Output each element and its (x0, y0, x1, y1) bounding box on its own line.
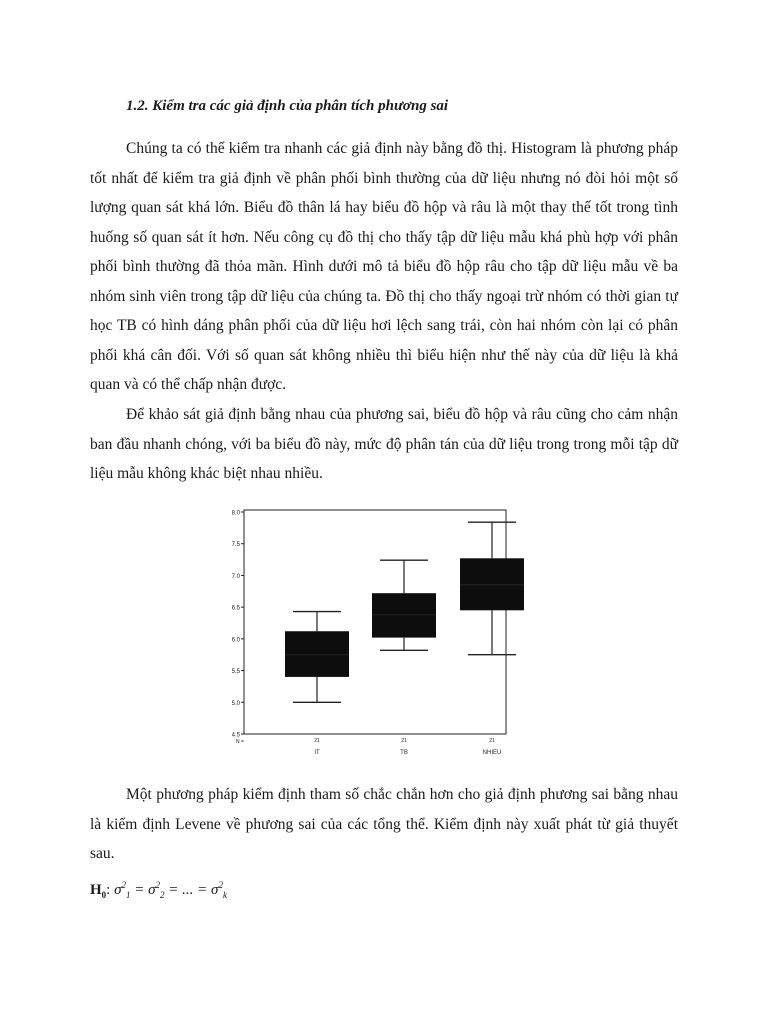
hypothesis-formula: $H_0$: $\sigma^2_1 = \sigma^2_2$ = ... = $\sigma^2_k$ (90, 880, 227, 900)
paragraph-levene: Một phương pháp kiểm định tham số chắc chắn hơn cho giả định phương sai bằng nhau là kiểm định Levene về phương sai của các tổng thể. Kiểm định này xuất phát từ giả thuyết sau. (90, 786, 678, 862)
group-label: IT (314, 750, 320, 756)
box-it (285, 631, 349, 677)
y-tick-label: 5.0 (232, 700, 240, 707)
box-nhieu (460, 558, 524, 610)
y-tick-label: 8.0 (232, 510, 240, 517)
box-tb (372, 593, 436, 637)
boxplot-figure (232, 502, 524, 764)
y-tick-label: 4.5 (232, 732, 240, 739)
group-n-label: 21 (489, 738, 495, 744)
group-label: NHIEU (482, 750, 502, 756)
paragraph-intro: Chúng ta có thể kiểm tra nhanh các giả định này bằng đồ thị. Histogram là phương pháp tốt nhất để kiểm tra giả định về phân phối bình thường của dữ liệu nhưng nó đòi hỏi một số lượng quan sát khá lớn. Biểu đồ thân lá hay biểu đồ hộp và râu là một thay thế tốt trong tình huống số quan sát ít hơn. Nếu công cụ đồ thị cho thấy tập dữ liệu mẫu khá phù hợp với phân phối bình thường đã thỏa mãn. Hình dưới mô tả biểu đồ hộp râu cho tập dữ liệu mẫu về ba nhóm sinh viên trong tập dữ liệu của chúng ta. Đồ thị cho thấy ngoại trừ nhóm có thời gian tự học TB có hình dáng phân phối của dữ liệu hơi lệch sang trái, còn hai nhóm còn lại có phân phối khá cân đối. Với số quan sát không nhiều thì biểu hiện như thế này của dữ liệu là khả quan và có thể chấp nhận được. (90, 140, 678, 393)
hypothesis-label: $H_0$ (90, 882, 107, 900)
n-label: N = (236, 739, 244, 745)
paragraph-variance: Để khảo sát giả định bằng nhau của phương sai, biểu đồ hộp và râu cũng cho cảm nhận ban đầu nhanh chóng, với ba biểu đồ này, mức độ phân tán của dữ liệu trong trong mỗi tập dữ liệu mẫu không khác biệt nhau nhiều. (90, 406, 678, 482)
y-tick-label: 7.0 (232, 573, 240, 580)
group-label: TB (400, 750, 408, 756)
hypothesis-equation: $\sigma^2_1 = \sigma^2_2$ = ... = $\sigma^2_k$ (114, 880, 227, 900)
group-n-label: 21 (314, 738, 320, 744)
group-n-label: 21 (401, 738, 407, 744)
y-tick-label: 6.0 (232, 637, 240, 644)
y-tick-label: 5.5 (232, 669, 240, 676)
section-heading: 1.2. Kiểm tra các giả định của phân tích phương sai (126, 98, 449, 114)
y-tick-label: 7.5 (232, 542, 240, 549)
y-tick-label: 6.5 (232, 605, 240, 612)
